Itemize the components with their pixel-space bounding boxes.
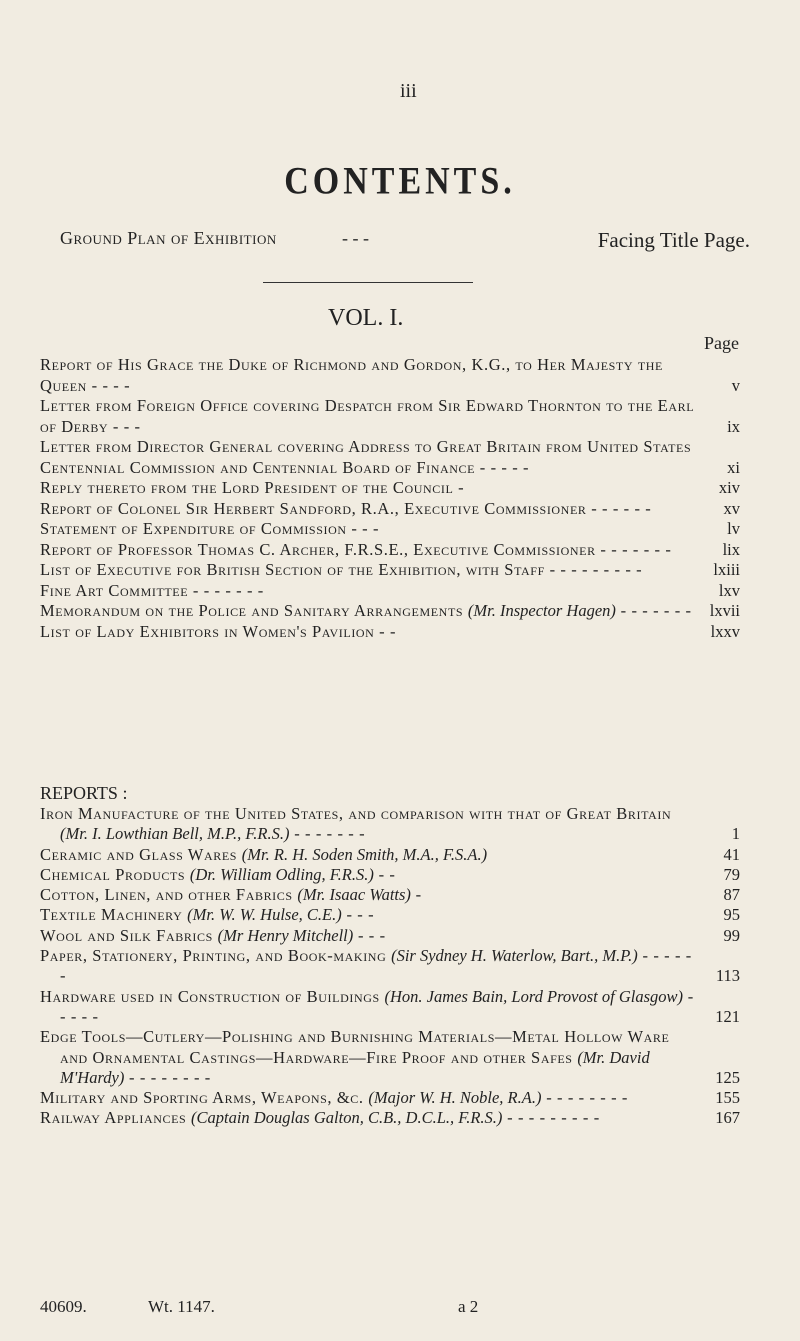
report-leader: - - - - - - - -	[541, 1088, 629, 1108]
toc-entry-title: Reply thereto from the Lord President of the Council -	[40, 478, 465, 497]
toc-entry	[40, 622, 740, 643]
report-entry	[40, 845, 740, 865]
report-title: Chemical Products	[40, 864, 186, 884]
report-author: (Mr. W. W. Hulse, C.E.)	[187, 905, 342, 925]
report-leader: - - - - - -	[60, 946, 692, 986]
report-entry	[40, 926, 740, 946]
footer-code: 40609.	[40, 1297, 87, 1316]
toc-entry	[40, 540, 740, 561]
toc-entry-page: lxiii	[713, 560, 740, 579]
toc-entry	[40, 355, 740, 396]
report-title: Iron Manufacture of the United States, and comparison with that of Great Britain	[40, 804, 672, 823]
reports-heading: REPORTS :	[40, 783, 128, 803]
report-leader: - - - - - - - -	[124, 1067, 211, 1087]
ground-plan-label: Ground Plan of Exhibition	[60, 228, 277, 248]
report-leader: - - -	[341, 905, 375, 925]
report-author: (Captain Douglas Galton, C.B., D.C.L., F.R.S.)	[191, 1108, 503, 1128]
toc-entry-title: Report of Professor Thomas C. Archer, F.R.S.E., Executive Commissioner - - - - - - -	[40, 539, 672, 559]
report-leader: - -	[373, 864, 396, 884]
footer-weight: Wt. 1147.	[148, 1297, 215, 1316]
report-title: Cotton, Linen, and other Fabrics	[40, 885, 293, 905]
toc-entry	[40, 581, 740, 602]
report-author: (Mr. Isaac Watts)	[297, 885, 411, 905]
toc-entry-title: Report of His Grace the Duke of Richmond and Gordon, K.G., to Her Majesty the Queen - - - -	[40, 355, 663, 395]
report-leader: - - - - - - -	[289, 824, 366, 844]
toc-entry-title: Statement of Expenditure of Commission - - -	[40, 519, 380, 538]
report-page: 155	[715, 1088, 740, 1108]
toc-entry	[40, 519, 740, 540]
ground-plan-dashes: - - -	[342, 228, 369, 248]
report-title: Hardware used in Construction of Buildings	[40, 986, 380, 1006]
toc-entry	[40, 396, 740, 437]
volume-toc	[40, 355, 740, 642]
report-author: (Dr. William Odling, F.R.S.)	[189, 864, 374, 884]
report-entry	[40, 865, 740, 885]
toc-entry-author: (Mr. Inspector Hagen)	[467, 601, 616, 620]
toc-entry-page: xv	[723, 498, 740, 518]
section-rule	[263, 282, 473, 283]
report-title: Paper, Stationery, Printing, and Book-making	[40, 946, 387, 966]
toc-entry-page: xiv	[718, 478, 740, 497]
toc-entry-leader: - - - - - - -	[615, 601, 692, 620]
report-title: Edge Tools—Cutlery—Polishing and Burnishing Materials—Metal Hollow Ware and Ornamental Castings—Hardware—Fire Proof and other Safes	[40, 1027, 670, 1067]
report-leader: - - -	[353, 925, 386, 945]
report-entry	[40, 946, 740, 987]
toc-entry-page: lxvii	[709, 601, 740, 620]
report-page: 167	[715, 1108, 740, 1128]
toc-entry	[40, 601, 740, 622]
report-page: 79	[723, 864, 740, 884]
toc-entry-title: Report of Colonel Sir Herbert Sandford, R.A., Executive Commissioner - - - - - -	[40, 498, 652, 518]
toc-entry-page: ix	[727, 416, 740, 436]
report-author: (Mr. I. Lowthian Bell, M.P., F.R.S.)	[60, 824, 290, 844]
report-page: 113	[715, 966, 740, 986]
report-entry	[40, 1027, 740, 1088]
toc-entry-title: Fine Art Committee - - - - - - -	[40, 580, 264, 600]
report-author: (Mr Henry Mitchell)	[217, 925, 354, 945]
reports-toc	[40, 804, 740, 1129]
report-entry	[40, 905, 740, 925]
report-entry	[40, 804, 740, 845]
report-author: (Mr. R. H. Soden Smith, M.A., F.S.A.)	[241, 844, 488, 864]
toc-entry-title: Memorandum on the Police and Sanitary Arrangements	[40, 601, 464, 620]
toc-entry	[40, 437, 740, 478]
report-entry	[40, 1108, 740, 1128]
toc-entry	[40, 478, 740, 499]
contents-heading: CONTENTS.	[284, 160, 516, 203]
report-leader: - - - - - - - - -	[502, 1108, 600, 1128]
report-entry	[40, 885, 740, 905]
page-number: iii	[400, 80, 417, 102]
toc-entry-title: Letter from Director General covering Address to Great Britain from United States Centennial Commission and Centennial Board of Finance - - - - -	[40, 437, 692, 477]
toc-entry-page: lxv	[718, 580, 740, 600]
report-title: Textile Machinery	[40, 905, 183, 925]
report-author: (Mr. David M'Hardy)	[60, 1047, 650, 1087]
toc-entry-page: v	[731, 375, 740, 395]
footer-signature: a 2	[458, 1297, 479, 1316]
report-leader: -	[410, 885, 422, 905]
toc-entry-title: List of Lady Exhibitors in Women's Pavilion - -	[40, 621, 397, 641]
report-author: (Major W. H. Noble, R.A.)	[368, 1088, 542, 1108]
report-page: 125	[715, 1067, 740, 1087]
toc-entry-title: Letter from Foreign Office covering Despatch from Sir Edward Thornton to the Earl of Derby - - -	[40, 396, 695, 436]
toc-entry	[40, 560, 740, 581]
report-leader: - - - - -	[60, 986, 694, 1026]
report-title: Ceramic and Glass Wares	[40, 844, 238, 864]
report-author: (Sir Sydney H. Waterlow, Bart., M.P.)	[391, 946, 638, 966]
report-page: 87	[723, 885, 740, 905]
report-entry	[40, 987, 740, 1028]
report-title: Wool and Silk Fabrics	[40, 925, 213, 945]
report-page: 99	[723, 925, 740, 945]
toc-entry-page: lix	[722, 539, 740, 559]
report-title: Railway Appliances	[40, 1108, 187, 1128]
report-page: 95	[723, 905, 740, 925]
report-title: Military and Sporting Arms, Weapons, &c.	[40, 1088, 364, 1108]
toc-entry-title: List of Executive for British Section of the Exhibition, with Staff - - - - - - - - -	[40, 560, 643, 579]
report-author: (Hon. James Bain, Lord Provost of Glasgow)	[384, 986, 683, 1006]
volume-heading: VOL. I.	[328, 305, 404, 331]
report-page: 121	[715, 1006, 740, 1026]
toc-entry-page: lv	[727, 519, 740, 538]
report-entry	[40, 1088, 740, 1108]
toc-entry-page: lxxv	[710, 621, 740, 641]
toc-entry	[40, 499, 740, 520]
report-page: 41	[723, 844, 740, 864]
ground-plan-location: Facing Title Page.	[597, 228, 750, 252]
report-page: 1	[731, 824, 740, 844]
page-column-label: Page	[704, 333, 739, 353]
toc-entry-page: xi	[727, 457, 740, 477]
